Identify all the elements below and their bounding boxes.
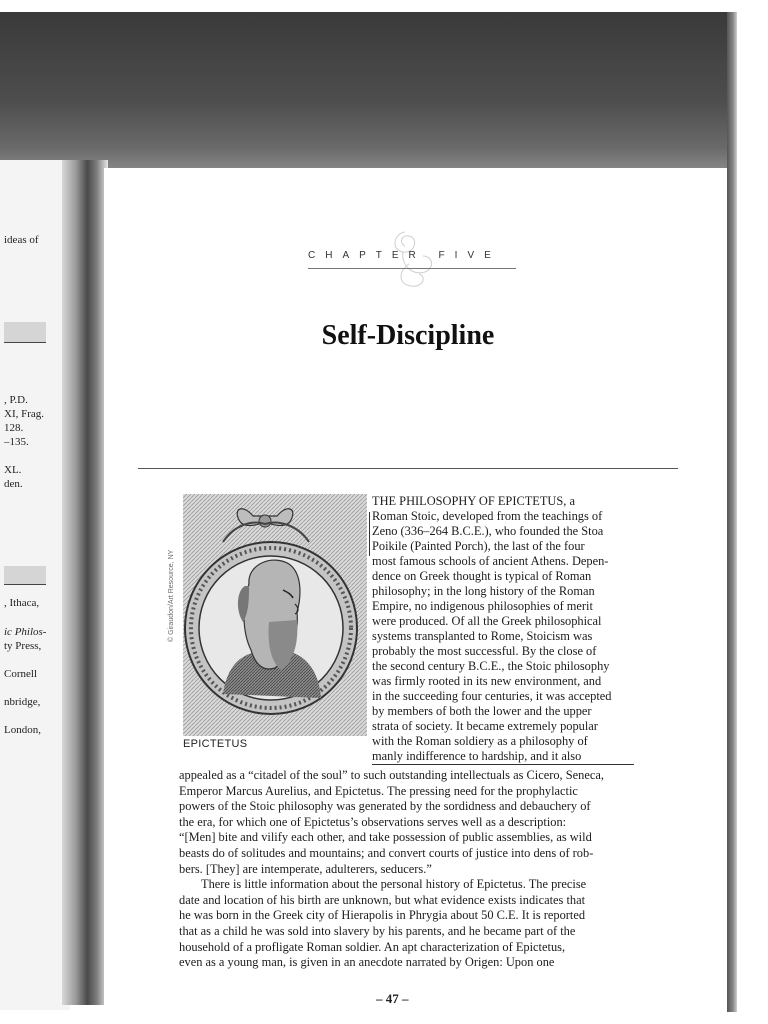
left-page-gray-block — [4, 566, 46, 584]
text-line: Poikile (Painted Porch), the last of the four — [372, 539, 585, 553]
text-line: Zeno (336–264 B.C.E.), who founded the Stoa — [372, 524, 604, 538]
left-page-fragment: –135. — [4, 436, 29, 448]
text-line: even as a young man, is given in an anecdote narrated by Origen: Upon one — [179, 955, 555, 970]
text-line: were produced. Of all the Greek philosophical — [372, 614, 602, 628]
text-line: with the Roman soldiery as a philosophy of — [372, 734, 588, 748]
book-gutter-shadow — [62, 160, 108, 1005]
left-page-fragment: , P.D. — [4, 394, 28, 406]
text-line: powers of the Stoic philosophy was generated by the sordidness and debauchery of — [179, 799, 591, 814]
text-line: THE PHILOSOPHY OF EPICTETUS, a — [372, 494, 575, 508]
text-line: Roman Stoic, developed from the teachings of — [372, 509, 603, 523]
text-line: There is little information about the personal history of Epictetus. The precise — [201, 877, 587, 892]
figure-caption: EPICTETUS — [183, 738, 248, 750]
left-page-fragment: ideas of — [4, 234, 39, 246]
left-page-fragment: den. — [4, 478, 23, 490]
epictetus-portrait — [183, 494, 367, 736]
intro-paragraph — [372, 494, 634, 765]
margin-mark — [369, 512, 370, 556]
text-line: appealed as a “citadel of the soul” to such outstanding intellectuals as Cicero, Seneca, — [179, 768, 604, 782]
text-line: Empire, no indigenous philosophies of merit — [372, 599, 593, 613]
left-page-rule — [4, 584, 46, 585]
left-page-fragment: XL. — [4, 464, 22, 476]
left-page-fragment: London, — [4, 724, 41, 736]
text-line: most famous schools of ancient Athens. Depen- — [372, 554, 609, 568]
left-page-gray-block — [4, 322, 46, 342]
chapter-label: CHAPTER FIVE — [308, 250, 501, 261]
text-line: probably the most successful. By the close of — [372, 644, 597, 658]
scan-top-margin — [0, 0, 768, 12]
text-line: by members of both the lower and the upper — [372, 704, 592, 718]
left-page-fragment: ty Press, — [4, 640, 42, 652]
text-line: bers. [They] are intemperate, adulterers, seducers.” — [179, 861, 432, 876]
section-rule — [138, 468, 678, 469]
left-page — [0, 160, 70, 1010]
text-line: dence on Greek thought is typical of Roman — [372, 569, 592, 583]
photo-credit: © Giraudon/Art Resource, NY — [168, 549, 175, 642]
text-line: he was born in the Greek city of Hierapolis in Phrygia about 50 C.E. It is reported — [179, 908, 586, 923]
text-line: the era, for which one of Epictetus’s observations serves well as a description: — [179, 814, 567, 829]
scan-right-shadow — [727, 12, 737, 1012]
text-line: “[Men] bite and vilify each other, and take possession of public assemblies, as wild — [179, 830, 592, 845]
text-line: household of a profligate Roman soldier. An apt characterization of Epictetus, — [179, 939, 566, 954]
chapter-title: Self-Discipline — [321, 320, 495, 351]
text-line: systems transplanted to Rome, Stoicism was — [372, 629, 593, 643]
scan-top-shadow — [0, 12, 735, 172]
text-line-underlined: manly indifference to hardship, and it also — [372, 749, 634, 765]
text-line: Emperor Marcus Aurelius, and Epictetus. The pressing need for the prophylactic — [179, 783, 578, 798]
left-page-fragment: nbridge, — [4, 696, 41, 708]
left-page-fragment: , Ithaca, — [4, 597, 40, 609]
text-line: beasts do of solitudes and mountains; and convert courts of justice into dens of rob- — [179, 845, 594, 860]
left-page-fragment: XI, Frag. — [4, 408, 45, 420]
text-line: philosophy; in the long history of the Roman — [372, 584, 595, 598]
text-line: date and location of his birth are unknown, but what evidence exists indicates that — [179, 892, 586, 907]
text-line: the second century B.C.E., the Stoic philosophy — [372, 659, 610, 673]
chapter-rule — [308, 268, 516, 269]
text-line: strata of society. It became extremely popular — [372, 719, 598, 733]
left-page-fragment: 128. — [4, 422, 24, 434]
text-line: in the succeeding four centuries, it was accepted — [372, 689, 612, 703]
page-number: – 47 – — [376, 991, 409, 1006]
body-paragraph — [179, 768, 634, 971]
text-line: was firmly rooted in its new environment, and — [372, 674, 602, 688]
left-page-rule — [4, 342, 46, 343]
text-line: that as a child he was sold into slavery by his parents, and he became part of the — [179, 923, 576, 938]
left-page-fragment: Cornell — [4, 668, 37, 680]
left-page-fragment: ic Philos- — [4, 626, 47, 638]
